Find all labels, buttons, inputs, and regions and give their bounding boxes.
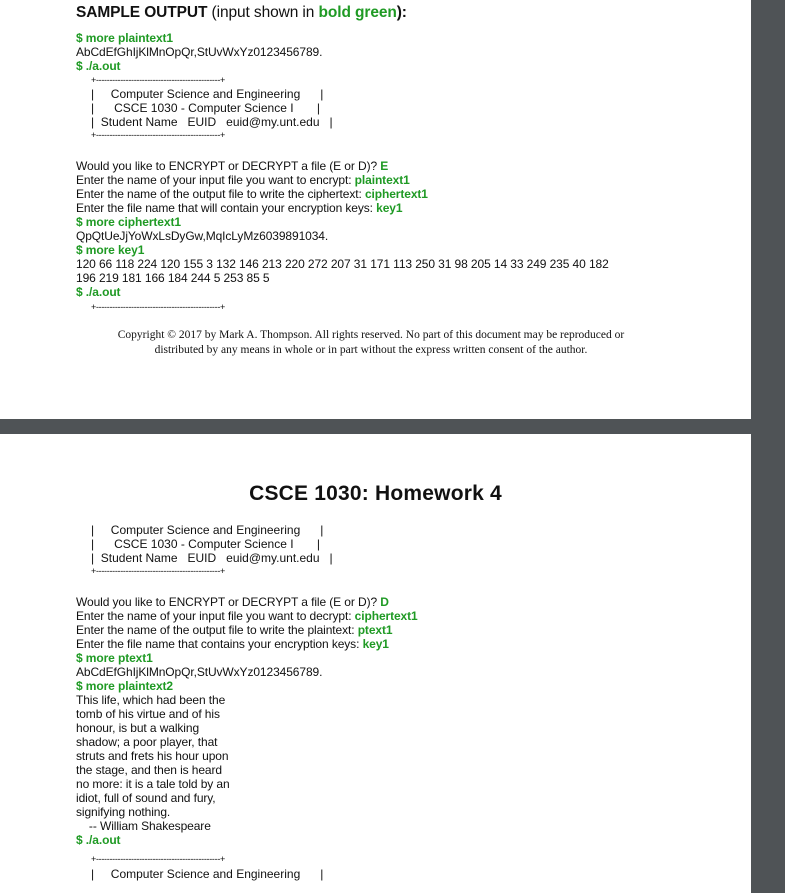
poem-line: signifying nothing. xyxy=(76,805,171,819)
poem-line: idiot, full of sound and fury, xyxy=(76,791,216,805)
banner-line-1: | Computer Science and Engineering | xyxy=(91,867,324,881)
poem-line: honour, is but a walking xyxy=(76,721,200,735)
page-title: CSCE 1030: Homework 4 xyxy=(249,482,502,505)
banner-line-1: | Computer Science and Engineering | xyxy=(91,87,324,101)
decrypt-question: Would you like to ENCRYPT or DECRYPT a file (E or D)? D xyxy=(76,595,389,609)
copyright-line-1: Copyright © 2017 by Mark A. Thompson. All rights reserved. No part of this document may be reproduced or xyxy=(117,329,625,341)
cmd-more-plaintext1: $ more plaintext1 xyxy=(76,31,174,45)
banner-top-border: +----------------------------------------------+ xyxy=(91,75,225,85)
key1-line-2: 196 219 181 166 184 244 5 253 85 5 xyxy=(76,271,270,285)
poem-line: struts and frets his hour upon xyxy=(76,749,229,763)
sample-output-header: SAMPLE OUTPUT (input shown in bold green): xyxy=(76,4,407,21)
plaintext1-content: AbCdEfGhIjKlMnOpQr,StUvWxYz0123456789. xyxy=(76,45,323,59)
banner-bottom-border: +----------------------------------------------+ xyxy=(91,566,225,576)
document-page-1 xyxy=(0,0,751,419)
cmd-run: $ ./a.out xyxy=(76,833,121,847)
ciphertext1-content: QpQtUeJjYoWxLsDyGw,MqIcLyMz6039891034. xyxy=(76,229,329,243)
document-page-2 xyxy=(0,434,751,893)
banner-border-end: +----------------------------------------------+ xyxy=(91,302,225,312)
banner-line-2: | CSCE 1030 - Computer Science I | xyxy=(91,537,320,551)
copyright-line-2: distributed by any means in whole or in part without the express written consent of the author. xyxy=(154,344,588,356)
key-file-prompt: Enter the file name that contains your encryption keys: key1 xyxy=(76,637,389,651)
output-file-prompt: Enter the name of the output file to write the ciphertext: ciphertext1 xyxy=(76,187,428,201)
banner-line-3: | Student Name EUID euid@my.unt.edu | xyxy=(91,115,333,129)
cmd-more-ciphertext1: $ more ciphertext1 xyxy=(76,215,181,229)
poem-line: the stage, and then is heard xyxy=(76,763,222,777)
poem-line: no more: it is a tale told by an xyxy=(76,777,230,791)
key1-line-1: 120 66 118 224 120 155 3 132 146 213 220 272 207 31 171 113 250 31 98 205 14 33 249 235 40 182 xyxy=(76,257,609,271)
poem-attribution: -- William Shakespeare xyxy=(76,819,211,833)
banner-line-3: | Student Name EUID euid@my.unt.edu | xyxy=(91,551,333,565)
cmd-more-ptext1: $ more ptext1 xyxy=(76,651,153,665)
banner-line-1: | Computer Science and Engineering | xyxy=(91,523,324,537)
banner-line-2: | CSCE 1030 - Computer Science I | xyxy=(91,101,320,115)
cmd-run-1: $ ./a.out xyxy=(76,59,121,73)
poem-line: shadow; a poor player, that xyxy=(76,735,218,749)
input-file-prompt: Enter the name of your input file you want to decrypt: ciphertext1 xyxy=(76,609,418,623)
cmd-more-plaintext2: $ more plaintext2 xyxy=(76,679,174,693)
input-file-prompt: Enter the name of your input file you want to encrypt: plaintext1 xyxy=(76,173,410,187)
encrypt-question: Would you like to ENCRYPT or DECRYPT a file (E or D)? E xyxy=(76,159,389,173)
viewer-scrollbar-track[interactable] xyxy=(751,0,785,891)
banner-top-border: +----------------------------------------------+ xyxy=(91,854,225,864)
banner-bottom-border: +----------------------------------------------+ xyxy=(91,130,225,140)
cmd-run-2: $ ./a.out xyxy=(76,285,121,299)
cmd-more-key1: $ more key1 xyxy=(76,243,145,257)
poem-line: tomb of his virtue and of his xyxy=(76,707,220,721)
poem-line: This life, which had been the xyxy=(76,693,226,707)
output-file-prompt: Enter the name of the output file to write the plaintext: ptext1 xyxy=(76,623,393,637)
ptext1-content: AbCdEfGhIjKlMnOpQr,StUvWxYz0123456789. xyxy=(76,665,323,679)
key-file-prompt: Enter the file name that will contain your encryption keys: key1 xyxy=(76,201,403,215)
